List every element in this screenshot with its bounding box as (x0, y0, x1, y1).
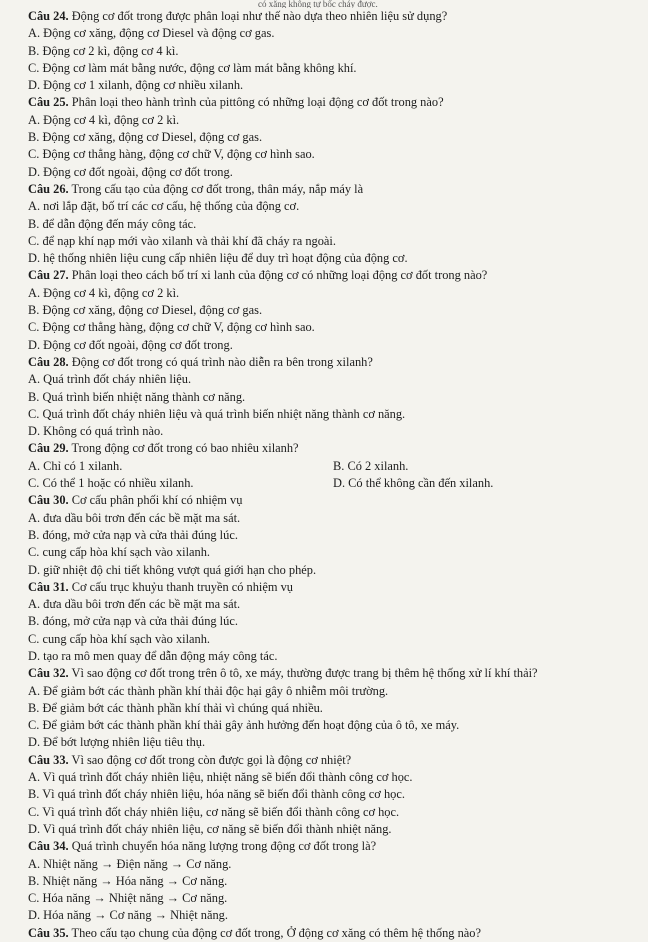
question-block (28, 181, 638, 267)
question-block (28, 492, 638, 578)
answer-option: D. Hóa năng → Cơ năng → Nhiệt năng. (28, 908, 228, 923)
question-label: Câu 27. (28, 268, 69, 283)
question-label: Câu 25. (28, 95, 69, 110)
question-list (28, 8, 638, 942)
question-stem (28, 267, 638, 284)
answer-option: A. Động cơ 4 kì, động cơ 2 kì. (28, 285, 180, 300)
answer-option: B. Có 2 xilanh. (333, 458, 409, 473)
answer-option: A. Động cơ 4 kì, động cơ 2 kì. (28, 112, 180, 127)
answer-option: A. Nhiệt năng → Điện năng → Cơ năng. (28, 856, 232, 871)
answer-option: C. Để giảm bớt các thành phần khí thải gây ảnh hưởng đến hoạt động của ô tô, xe máy. (28, 718, 460, 733)
answer-option: B. Để giảm bớt các thành phần khí thải vì chúng quá nhiều. (28, 700, 323, 715)
answer-option-row (28, 475, 638, 492)
answer-option: B. Động cơ xăng, động cơ Diesel, động cơ gas. (28, 130, 263, 145)
question-block (28, 440, 638, 492)
question-text: Phân loại theo cách bố trí xi lanh của động cơ có những loại động cơ đốt trong nào? (71, 268, 488, 283)
answer-option: D. hệ thống nhiên liệu cung cấp nhiên liệu để duy trì hoạt động của động cơ. (28, 251, 408, 266)
question-text: Trong cấu tạo của động cơ đốt trong, thân máy, nắp máy là (71, 181, 364, 196)
question-text: Phân loại theo hành trình của pittông có những loại động cơ đốt trong nào? (71, 95, 444, 110)
question-text: Trong động cơ đốt trong có bao nhiêu xilanh? (71, 441, 299, 456)
answer-option: A. Để giảm bớt các thành phần khí thải độc hại gây ô nhiễm môi trường. (28, 683, 389, 698)
question-label: Câu 28. (28, 354, 69, 369)
question-block (28, 8, 638, 94)
answer-option: A. đưa dầu bôi trơn đến các bề mặt ma sát. (28, 597, 241, 612)
question-stem (28, 665, 638, 682)
answer-option: B. Nhiệt năng → Hóa năng → Cơ năng. (28, 873, 228, 888)
answer-option: B. Động cơ xăng, động cơ Diesel, động cơ gas. (28, 303, 263, 318)
question-label: Câu 33. (28, 752, 69, 767)
question-stem (28, 579, 638, 596)
answer-option: B. đóng, mở cửa nạp và cửa thải đúng lúc. (28, 527, 238, 542)
question-stem (28, 354, 638, 371)
answer-option: A. Vì quá trình đốt cháy nhiên liệu, nhiệt năng sẽ biến đổi thành công cơ học. (28, 770, 413, 785)
answer-option: C. Động cơ thẳng hàng, động cơ chữ V, động cơ hình sao. (28, 147, 315, 162)
answer-option: D. Để bớt lượng nhiên liệu tiêu thụ. (28, 735, 206, 750)
question-label: Câu 26. (28, 181, 69, 196)
answer-option: C. Vì quá trình đốt cháy nhiên liệu, cơ năng sẽ biến đổi thành công cơ học. (28, 804, 400, 819)
answer-option: C. Động cơ làm mát bằng nước, động cơ làm mát bằng không khí. (28, 60, 357, 75)
answer-option: A. Chỉ có 1 xilanh. (28, 458, 123, 473)
question-block (28, 94, 638, 180)
question-text: Vì sao động cơ đốt trong trên ô tô, xe máy, thường được trang bị thêm hệ thống xử lí khí thải? (71, 666, 538, 681)
answer-option: A. đưa dầu bôi trơn đến các bề mặt ma sát. (28, 510, 241, 525)
question-block (28, 925, 638, 942)
answer-option: D. Vì quá trình đốt cháy nhiên liệu, cơ năng sẽ biến đổi thành nhiệt năng. (28, 821, 392, 836)
question-label: Câu 32. (28, 666, 69, 681)
question-stem (28, 94, 638, 111)
answer-option: A. Động cơ xăng, động cơ Diesel và động cơ gas. (28, 26, 275, 41)
answer-option: B. Vì quá trình đốt cháy nhiên liệu, hóa năng sẽ biến đổi thành công cơ học. (28, 787, 405, 802)
answer-option: C. cung cấp hòa khí sạch vào xilanh. (28, 545, 211, 560)
answer-option: C. cung cấp hòa khí sạch vào xilanh. (28, 631, 211, 646)
question-text: Động cơ đốt trong có quá trình nào diễn ra bên trong xilanh? (71, 354, 373, 369)
question-label: Câu 31. (28, 579, 69, 594)
answer-option: C. để nạp khí nạp mới vào xilanh và thải khí đã cháy ra ngoài. (28, 233, 336, 248)
answer-option: D. Động cơ 1 xilanh, động cơ nhiều xilanh. (28, 78, 244, 93)
answer-option: D. Không có quá trình nào. (28, 424, 164, 439)
answer-option: D. Động cơ đốt ngoài, động cơ đốt trong. (28, 337, 233, 352)
question-stem (28, 925, 638, 942)
question-text: Theo cấu tạo chung của động cơ đốt trong, Ở động cơ xăng có thêm hệ thống nào? (71, 925, 481, 940)
question-stem (28, 492, 638, 509)
answer-option: D. Có thể không cần đến xilanh. (333, 476, 494, 491)
question-stem (28, 440, 638, 457)
answer-option: B. để dẫn động đến máy công tác. (28, 216, 197, 231)
answer-option: D. giữ nhiệt độ chi tiết không vượt quá giới hạn cho phép. (28, 562, 317, 577)
answer-option: C. Động cơ thẳng hàng, động cơ chữ V, động cơ hình sao. (28, 320, 315, 335)
question-block (28, 267, 638, 353)
answer-option: D. Động cơ đốt ngoài, động cơ đốt trong. (28, 164, 233, 179)
question-stem (28, 8, 638, 25)
question-label: Câu 34. (28, 839, 69, 854)
question-block (28, 665, 638, 751)
question-text: Quá trình chuyển hóa năng lượng trong động cơ đốt trong là? (71, 839, 377, 854)
question-text: Động cơ đốt trong được phân loại như thế nào dựa theo nhiên liệu sử dụng? (71, 9, 448, 23)
question-stem (28, 181, 638, 198)
question-label: Câu 29. (28, 441, 69, 456)
question-text: Cơ cấu phân phối khí có nhiệm vụ (71, 493, 243, 508)
question-text: Vì sao động cơ đốt trong còn được gọi là động cơ nhiệt? (71, 752, 352, 767)
answer-option: A. nơi lắp đặt, bố trí các cơ cấu, hệ thống của động cơ. (28, 199, 300, 214)
question-block (28, 752, 638, 838)
question-label: Câu 30. (28, 493, 69, 508)
answer-option-row (28, 458, 638, 475)
question-stem (28, 838, 638, 855)
answer-option: B. Quá trình biến nhiệt năng thành cơ năng. (28, 389, 246, 404)
question-block (28, 354, 638, 440)
answer-option: A. Quá trình đốt cháy nhiên liệu. (28, 372, 192, 387)
answer-option: C. Hóa năng → Nhiệt năng → Cơ năng. (28, 891, 228, 906)
answer-option: D. tạo ra mô men quay để dẫn động máy công tác. (28, 648, 278, 663)
question-block (28, 838, 638, 924)
question-label: Câu 24. (28, 9, 69, 23)
header-fragment: có xăng không tự bốc cháy được. (258, 0, 378, 8)
question-block (28, 579, 638, 665)
question-stem (28, 752, 638, 769)
answer-option: C. Có thể 1 hoặc có nhiều xilanh. (28, 476, 194, 491)
question-label: Câu 35. (28, 925, 69, 940)
answer-option: C. Quá trình đốt cháy nhiên liệu và quá trình biến nhiệt năng thành cơ năng. (28, 406, 406, 421)
question-text: Cơ cấu trục khuỷu thanh truyền có nhiệm vụ (71, 579, 294, 594)
answer-option: B. đóng, mở cửa nạp và cửa thải đúng lúc. (28, 614, 238, 629)
answer-option: B. Động cơ 2 kì, động cơ 4 kì. (28, 43, 179, 58)
